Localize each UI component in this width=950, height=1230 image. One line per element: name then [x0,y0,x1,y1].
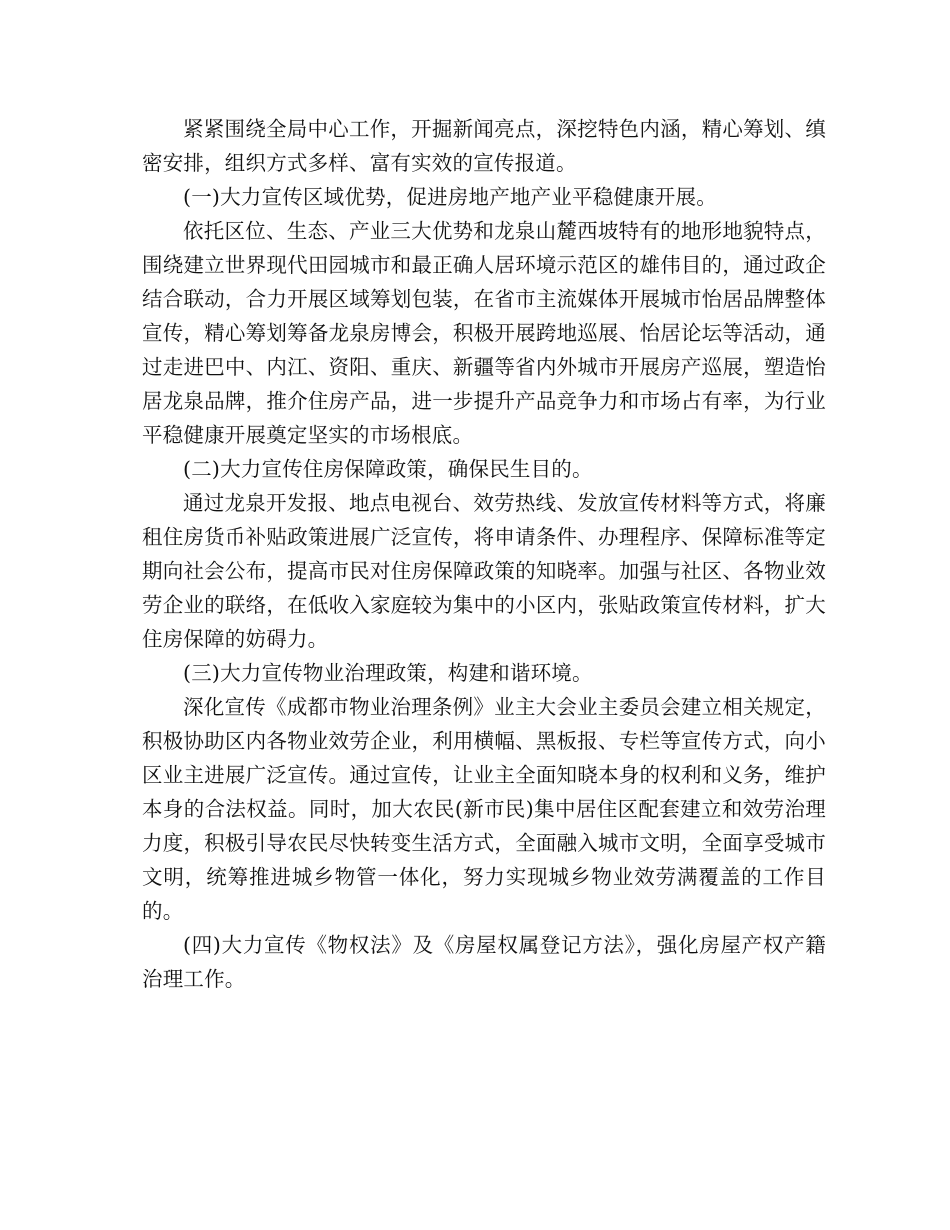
section-body-1: 依托区位、生态、产业三大优势和龙泉山麓西坡特有的地形地貌特点，围绕建立世界现代田园城市和最正确人居环境示范区的雄伟目的，通过政企结合联动，合力开展区域筹划包装，在省市主流媒体开展城市怡居品牌整体宣传，精心筹划筹备龙泉房博会，积极开展跨地巡展、怡居论坛等活动，通过走进巴中、内江、资阳、重庆、新疆等省内外城市开展房产巡展，塑造怡居龙泉品牌，推介住房产品，进一步提升产品竞争力和市场占有率，为行业平稳健康开展奠定坚实的市场根底。 [142,219,826,447]
document-page [142,112,826,996]
section-body-3: 深化宣传《成都市物业治理条例》业主大会业主委员会建立相关规定，积极协助区内各物业效劳企业，利用横幅、黑板报、专栏等宣传方式，向小区业主进展广泛宣传。通过宣传，让业主全面知晓本身的权利和义务，维护本身的合法权益。同时，加大农民(新市民)集中居住区配套建立和效劳治理力度，积极引导农民尽快转变生活方式，全面融入城市文明，全面享受城市文明，统筹推进城乡物管一体化，努力实现城乡物业效劳满覆盖的工作目的。 [142,695,826,923]
section-body-2: 通过龙泉开发报、地点电视台、效劳热线、发放宣传材料等方式，将廉租住房货币补贴政策进展广泛宣传，将申请条件、办理程序、保障标准等定期向社会公布，提高市民对住房保障政策的知晓率。加强与社区、各物业效劳企业的联络，在低收入家庭较为集中的小区内，张贴政策宣传材料，扩大住房保障的妨碍力。 [142,491,826,651]
intro-paragraph: 紧紧围绕全局中心工作，开掘新闻亮点，深挖特色内涵，精心筹划、缜密安排，组织方式多样、富有实效的宣传报道。 [142,117,826,175]
section-heading-4: (四)大力宣传《物权法》及《房屋权属登记方法》，强化房屋产权产籍治理工作。 [142,933,826,991]
section-heading-3: (三)大力宣传物业治理政策，构建和谐环境。 [183,661,593,685]
section-heading-1: (一)大力宣传区域优势，促进房地产地产业平稳健康开展。 [183,185,717,209]
section-heading-2: (二)大力宣传住房保障政策，确保民生目的。 [183,457,593,481]
